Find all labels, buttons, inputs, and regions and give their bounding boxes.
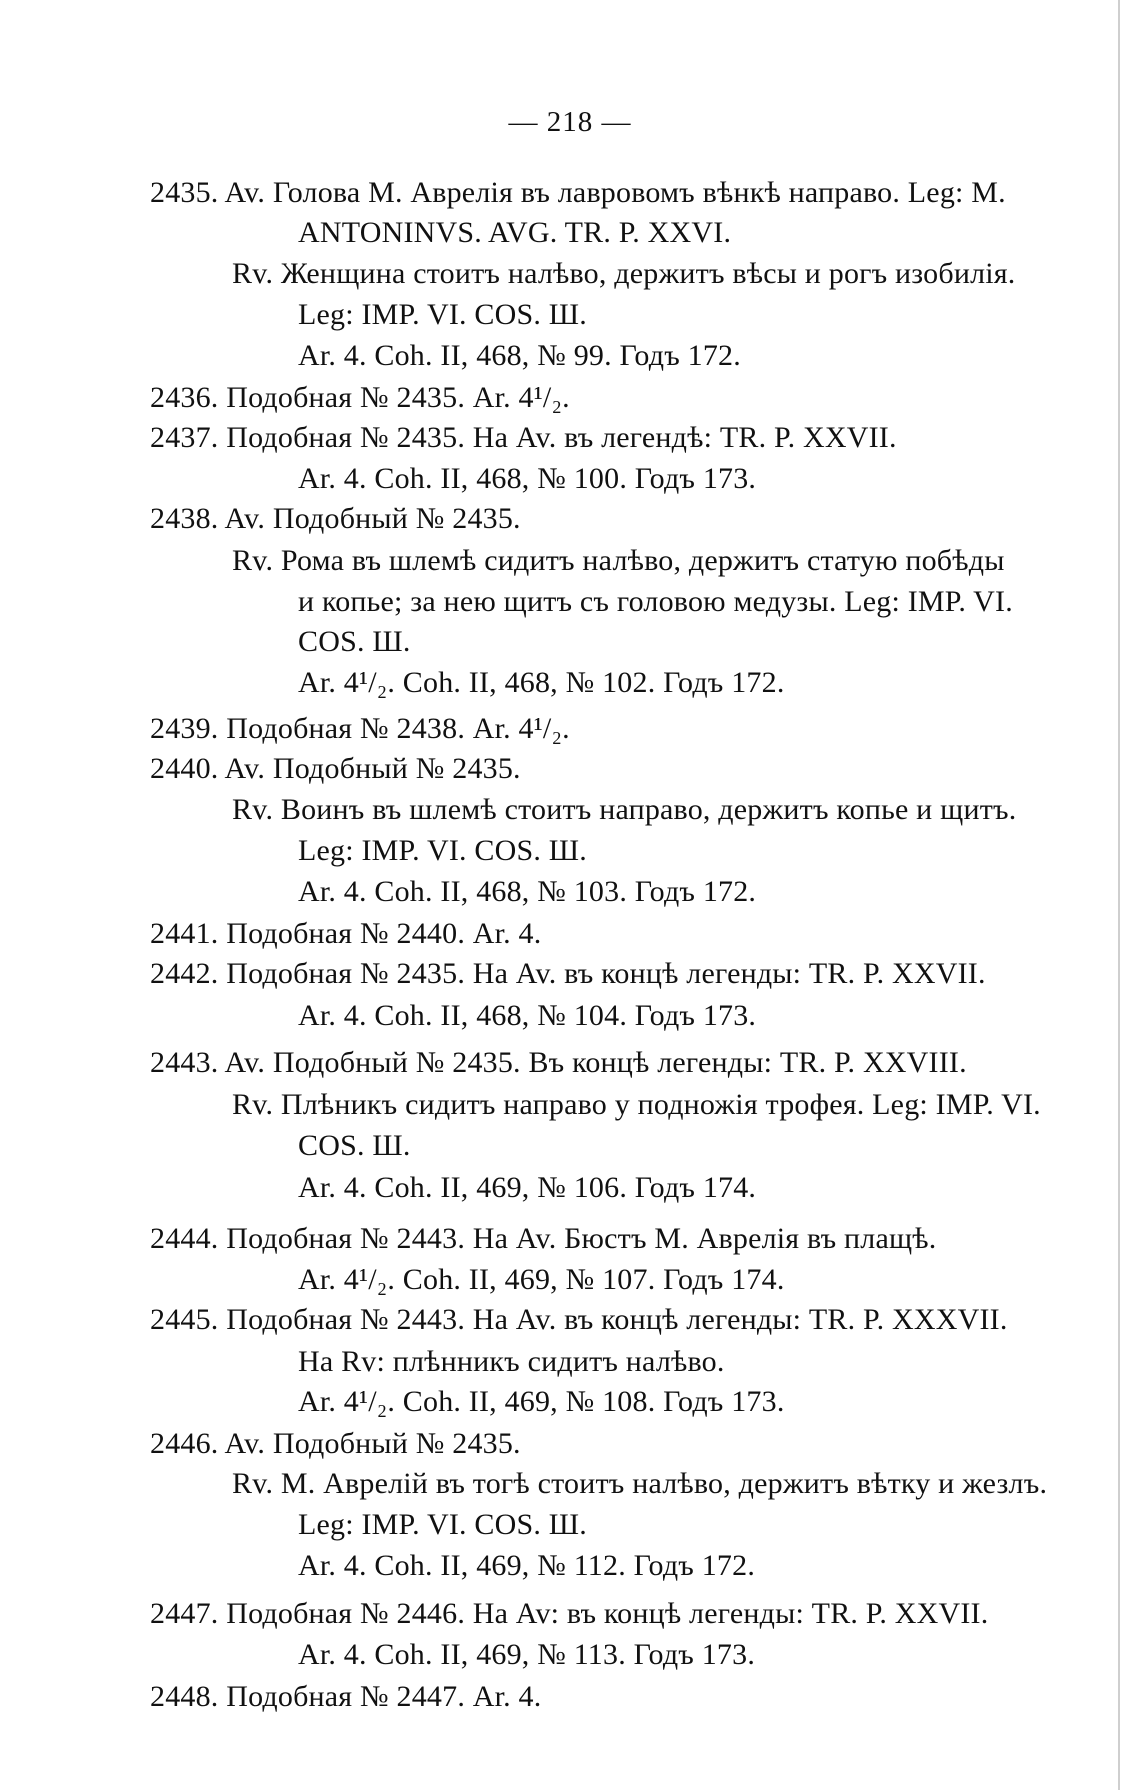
entry-2444-line-2: Ar. 4¹/₂. Coh. II, 469, № 107. Годъ 174. bbox=[298, 1263, 785, 1296]
page-edge-divider bbox=[1118, 0, 1120, 1790]
entry-2440-line-1: 2440. Av. Подобный № 2435. bbox=[150, 752, 521, 785]
entry-2446-line-3: Leg: IMP. VI. COS. Ш. bbox=[298, 1508, 587, 1541]
entry-2435-line-5: Ar. 4. Coh. II, 468, № 99. Годъ 172. bbox=[298, 339, 741, 372]
entry-2438-line-2: Rv. Рома въ шлемѣ сидитъ налѣво, держитъ статую побѣды bbox=[232, 544, 1005, 577]
entry-2446-line-2: Rv. М. Аврелій въ тогѣ стоитъ налѣво, держитъ вѣтку и жезлъ. bbox=[232, 1467, 1048, 1500]
entry-2437-line-1: 2437. Подобная № 2435. На Av. въ легендѣ: TR. P. XXVII. bbox=[150, 421, 897, 454]
entry-2442-line-1: 2442. Подобная № 2435. На Av. въ концѣ легенды: TR. P. XXVII. bbox=[150, 957, 986, 990]
entry-2437-line-2: Ar. 4. Coh. II, 468, № 100. Годъ 173. bbox=[298, 462, 757, 495]
entry-2446-line-1: 2446. Av. Подобный № 2435. bbox=[150, 1427, 521, 1460]
entry-2440-line-2: Rv. Воинъ въ шлемѣ стоитъ направо, держитъ копье и щитъ. bbox=[232, 793, 1017, 826]
entry-2442-line-2: Ar. 4. Coh. II, 468, № 104. Годъ 173. bbox=[298, 999, 757, 1032]
entry-2443-line-2: Rv. Плѣникъ сидитъ направо у подножія трофея. Leg: IMP. VI. bbox=[232, 1088, 1041, 1121]
entry-2439-line-1: 2439. Подобная № 2438. Ar. 4¹/₂. bbox=[150, 712, 570, 745]
page-number: — 218 — bbox=[508, 106, 632, 138]
entry-2445-line-1: 2445. Подобная № 2443. На Av. въ концѣ легенды: TR. P. XXXVII. bbox=[150, 1303, 1008, 1336]
entry-2435-line-3: Rv. Женщина стоитъ налѣво, держитъ вѣсы и рогъ изобилія. bbox=[232, 257, 1016, 290]
entry-2443-line-3: COS. Ш. bbox=[298, 1129, 411, 1162]
entry-2447-line-2: Ar. 4. Coh. II, 469, № 113. Годъ 173. bbox=[298, 1638, 756, 1671]
entry-2446-line-4: Ar. 4. Coh. II, 469, № 112. Годъ 172. bbox=[298, 1549, 756, 1582]
entry-2435-line-1: 2435. Av. Голова М. Аврелія въ лавровомъ вѣнкѣ направо. Leg: M. bbox=[150, 176, 1006, 209]
entry-2435-line-4: Leg: IMP. VI. COS. Ш. bbox=[298, 298, 587, 331]
entry-2435-line-2: ANTONINVS. AVG. TR. P. XXVI. bbox=[298, 216, 732, 249]
entry-2443-line-1: 2443. Av. Подобный № 2435. Въ концѣ легенды: TR. P. XXVIII. bbox=[150, 1046, 967, 1079]
entry-2440-line-3: Leg: IMP. VI. COS. Ш. bbox=[298, 834, 587, 867]
entry-2444-line-1: 2444. Подобная № 2443. На Av. Бюстъ М. Аврелія въ плащѣ. bbox=[150, 1222, 937, 1255]
entry-2445-line-2: На Rv: плѣнникъ сидитъ налѣво. bbox=[298, 1345, 725, 1378]
entry-2441-line-1: 2441. Подобная № 2440. Ar. 4. bbox=[150, 917, 542, 950]
entry-2438-line-1: 2438. Av. Подобный № 2435. bbox=[150, 502, 521, 535]
entry-2445-line-3: Ar. 4¹/₂. Coh. II, 469, № 108. Годъ 173. bbox=[298, 1385, 785, 1418]
entry-2448-line-1: 2448. Подобная № 2447. Ar. 4. bbox=[150, 1680, 542, 1713]
entry-2438-line-5: Ar. 4¹/₂. Coh. II, 468, № 102. Годъ 172. bbox=[298, 666, 785, 699]
entry-2447-line-1: 2447. Подобная № 2446. На Av: въ концѣ легенды: TR. P. XXVII. bbox=[150, 1597, 989, 1630]
entry-2438-line-4: COS. Ш. bbox=[298, 625, 411, 658]
entry-2436-line-1: 2436. Подобная № 2435. Ar. 4¹/₂. bbox=[150, 381, 570, 414]
entry-2440-line-4: Ar. 4. Coh. II, 468, № 103. Годъ 172. bbox=[298, 875, 757, 908]
entry-2443-line-4: Ar. 4. Coh. II, 469, № 106. Годъ 174. bbox=[298, 1171, 757, 1204]
entry-2438-line-3: и копье; за нею щитъ съ головою медузы. Leg: IMP. VI. bbox=[298, 585, 1013, 618]
